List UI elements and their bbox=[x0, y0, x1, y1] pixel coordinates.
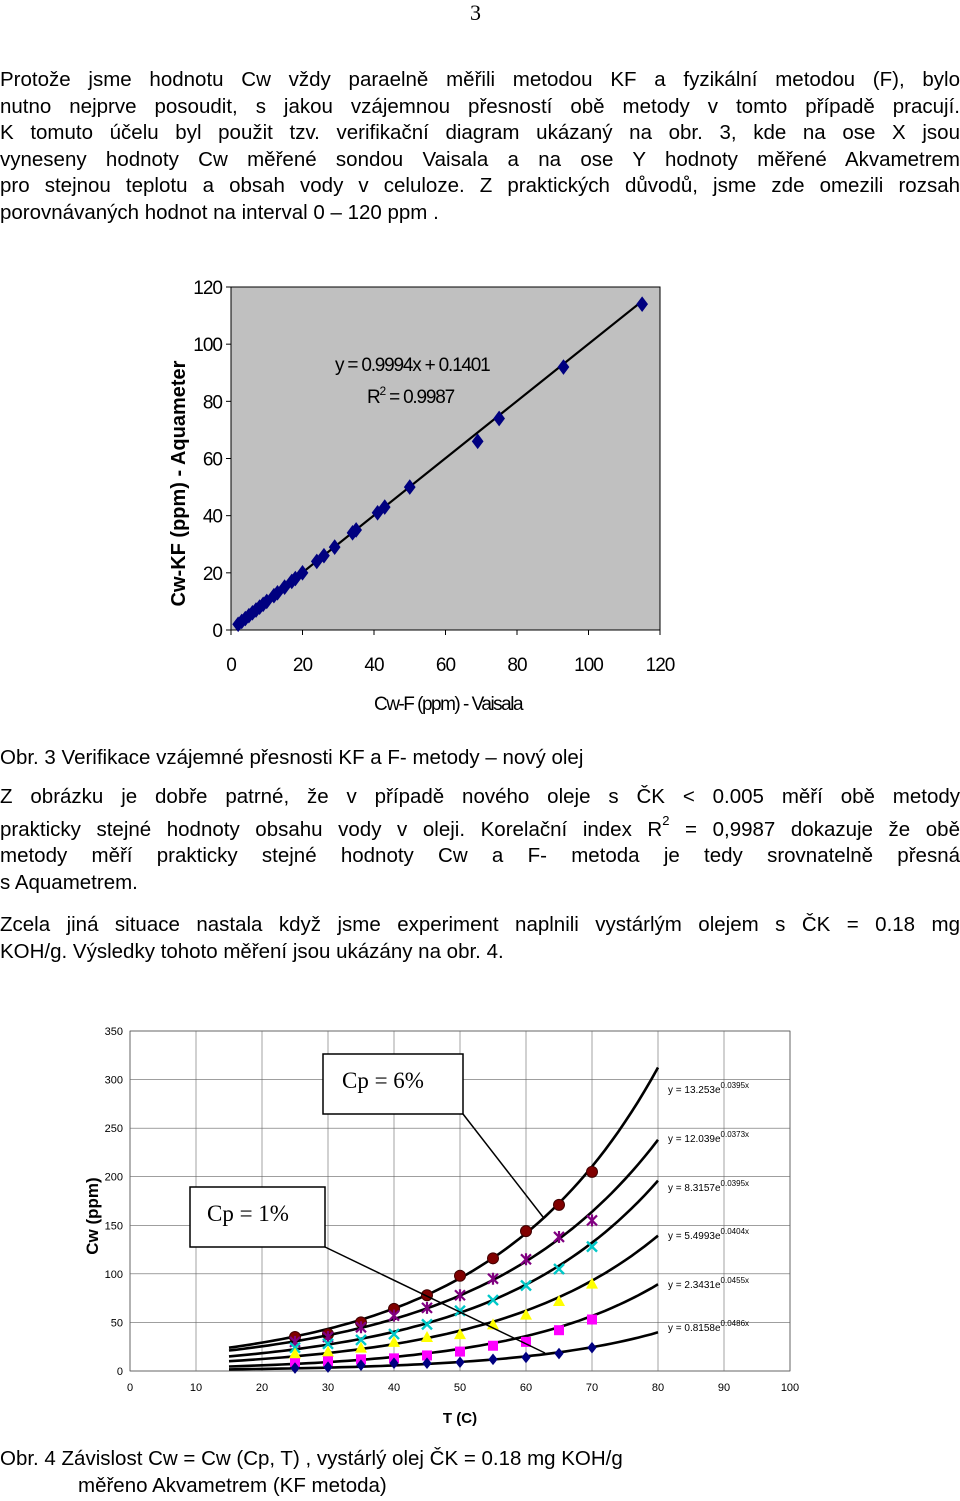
x-tick-label: 120 bbox=[645, 655, 675, 676]
x-tick-label: 30 bbox=[321, 1382, 335, 1394]
r2-superscript: 2 bbox=[379, 384, 386, 398]
equation-exponent: 0.0404x bbox=[720, 1227, 750, 1236]
data-point bbox=[488, 1253, 499, 1264]
figure-4-cw-temperature-chart bbox=[0, 1015, 960, 1435]
y-tick-label: 200 bbox=[104, 1171, 123, 1184]
y-tick-label: 350 bbox=[104, 1026, 123, 1038]
intro-line: nutno nejprve posoudit, s jakou vzájemnou přesností obě metody v tomto případě pracují. bbox=[0, 94, 960, 118]
y-tick-label: 150 bbox=[104, 1220, 123, 1233]
intro-line: K tomuto účelu byl použit tzv. verifikační diagram ukázaný na obr. 3, kde na ose X jsou bbox=[0, 121, 960, 145]
figure-4-caption-line-1: Obr. 4 Závislost Cw = Cw (Cp, T) , vystárlý olej ČK = 0.18 mg KOH/g bbox=[0, 1447, 623, 1470]
y-axis-label: Cw-KF (ppm) - Aquameter bbox=[168, 360, 190, 607]
x-axis-label: Cw-F (ppm) - Vaisala bbox=[373, 694, 523, 715]
y-tick-label: 0 bbox=[212, 621, 222, 642]
second-paragraph bbox=[0, 912, 960, 965]
data-point bbox=[455, 1270, 466, 1281]
y-tick-label: 20 bbox=[202, 563, 222, 585]
second-line: Zcela jiná situace nastala když jsme experiment naplnili vystárlým olejem s ČK = 0.18 mg bbox=[0, 913, 960, 936]
equation-base: y = 2.3431e bbox=[668, 1280, 721, 1291]
intro-paragraph bbox=[0, 67, 960, 227]
figure-3-verification-chart bbox=[0, 265, 960, 725]
trendline-equation: y = 0.9994x + 0.1401 bbox=[335, 355, 490, 376]
x-axis-label: T (C) bbox=[442, 1410, 478, 1427]
data-point bbox=[521, 1226, 532, 1237]
equation-base: y = 5.4993e bbox=[668, 1231, 721, 1242]
r2-letter: R bbox=[367, 387, 380, 408]
discussion-line: s Aquametrem. bbox=[0, 870, 138, 894]
data-point bbox=[422, 1290, 433, 1301]
equation-base: y = 0.8158e bbox=[668, 1323, 721, 1334]
y-tick-label: 40 bbox=[202, 506, 222, 528]
x-tick-label: 20 bbox=[255, 1382, 269, 1394]
x-tick-label: 80 bbox=[507, 655, 527, 676]
intro-line: vyneseny hodnoty Cw měřené sondou Vaisala a na ose Y hodnoty měřené Akvametrem bbox=[0, 147, 960, 171]
y-axis-label: Cw (ppm) bbox=[83, 1177, 102, 1255]
equation-exponent: 0.0455x bbox=[720, 1276, 750, 1285]
equation-base: y = 8.3157e bbox=[668, 1183, 721, 1194]
r2-value: = 0.9987 bbox=[385, 387, 454, 408]
x-tick-label: 100 bbox=[780, 1382, 800, 1394]
discussion-line: Z obrázku je dobře patrné, že v případě nového oleje s ČK < 0.005 měří obě metody bbox=[0, 785, 960, 808]
y-tick-label: 100 bbox=[193, 335, 222, 357]
y-tick-label: 300 bbox=[104, 1074, 123, 1087]
equation-base: y = 12.039e bbox=[668, 1134, 721, 1145]
discussion-line-part: = 0,9987 dokazuje že obě bbox=[669, 817, 960, 841]
x-tick-label: 50 bbox=[453, 1382, 467, 1394]
x-tick-label: 0 bbox=[226, 655, 236, 676]
x-tick-label: 40 bbox=[364, 655, 384, 676]
figure-4-caption-line-2: měřeno Akvametrem (KF metoda) bbox=[78, 1474, 387, 1497]
discussion-line-part: prakticky stejné hodnoty obsahu vody v oleji. Korelační index R bbox=[0, 817, 663, 841]
superscript-2: 2 bbox=[662, 812, 670, 828]
page-number: 3 bbox=[470, 0, 481, 25]
intro-line: porovnávaných hodnot na interval 0 – 120 ppm . bbox=[0, 200, 439, 224]
x-tick-label: 100 bbox=[574, 655, 603, 676]
second-line: KOH/g. Výsledky tohoto měření jsou ukázány na obr. 4. bbox=[0, 939, 504, 963]
y-tick-label: 80 bbox=[202, 392, 222, 414]
data-point bbox=[554, 1199, 565, 1210]
discussion-line: metody měří prakticky stejné hodnoty Cw a F- metoda je tedy srovnatelně přesná bbox=[0, 844, 960, 868]
y-tick-label: 60 bbox=[202, 449, 222, 471]
y-tick-label: 0 bbox=[116, 1366, 123, 1378]
x-tick-label: 60 bbox=[435, 655, 456, 676]
y-tick-label: 250 bbox=[104, 1123, 123, 1136]
x-tick-label: 0 bbox=[126, 1382, 134, 1394]
x-tick-label: 80 bbox=[651, 1382, 665, 1394]
intro-line: Protože jsme hodnotu Cw vždy paraelně měřili metodou KF a fyzikální metodou (F), bylo bbox=[0, 68, 960, 91]
x-tick-label: 60 bbox=[519, 1382, 533, 1394]
x-tick-label: 90 bbox=[717, 1382, 731, 1394]
y-tick-label: 100 bbox=[104, 1268, 123, 1281]
equation-exponent: 0.0395x bbox=[720, 1081, 750, 1090]
y-tick-label: 120 bbox=[193, 278, 222, 299]
data-point bbox=[455, 1347, 465, 1357]
data-point bbox=[488, 1341, 498, 1351]
y-tick-label: 50 bbox=[110, 1317, 123, 1330]
x-tick-label: 40 bbox=[387, 1382, 401, 1394]
intro-line: pro stejnou teplotu a obsah vody v celuloze. Z praktických důvodů, jsme zde omezili rozsah bbox=[0, 174, 960, 198]
equation-base: y = 13.253e bbox=[668, 1085, 721, 1096]
data-point bbox=[554, 1325, 564, 1335]
equation-exponent: 0.0486x bbox=[720, 1319, 750, 1328]
data-point bbox=[587, 1166, 598, 1177]
x-tick-label: 70 bbox=[585, 1382, 599, 1394]
x-tick-label: 10 bbox=[189, 1382, 203, 1394]
equation-exponent: 0.0395x bbox=[720, 1179, 750, 1188]
annotation-cp-6: Cp = 6% bbox=[342, 1068, 424, 1093]
data-point bbox=[587, 1315, 597, 1325]
equation-exponent: 0.0373x bbox=[720, 1130, 750, 1139]
figure-3-caption: Obr. 3 Verifikace vzájemné přesnosti KF a F- metody – nový olej bbox=[0, 746, 584, 769]
discussion-paragraph bbox=[0, 784, 960, 896]
x-tick-label: 20 bbox=[292, 655, 313, 676]
annotation-cp-1: Cp = 1% bbox=[207, 1201, 289, 1226]
discussion-line bbox=[0, 811, 960, 843]
